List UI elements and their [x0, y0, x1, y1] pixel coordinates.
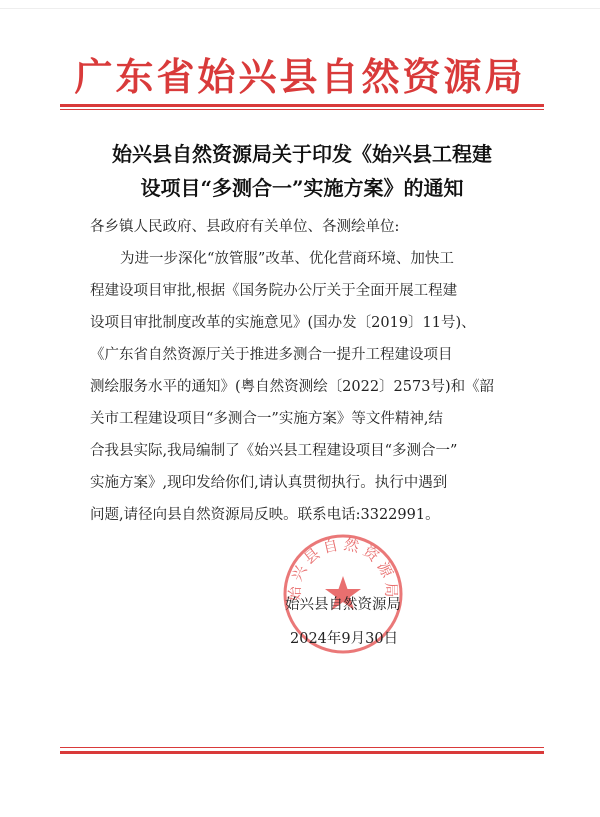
letterhead-org-name: 广东省始兴县自然资源局 — [74, 54, 526, 99]
footer-rule-thick — [60, 751, 544, 754]
footer-rule-thin — [60, 747, 544, 748]
document-title-line-2: 设项目“多测合一”实施方案》的通知 — [140, 176, 464, 200]
body-line-2: 程建设项目审批,根据《国务院办公厅关于全面开展工程建 — [90, 283, 458, 299]
letterhead-rule-thick — [60, 104, 544, 107]
signature-org: 始兴县自然资源局 — [285, 597, 401, 613]
body-line-6: 关市工程建设项目“多测合一”实施方案》等文件精神,结 — [90, 411, 443, 427]
body-line-3: 设项目审批制度改革的实施意见》(国办发〔2019〕11号)、 — [90, 315, 476, 331]
signature-date: 2024年9月30日 — [290, 631, 399, 647]
body-line-5: 测绘服务水平的通知》(粤自然资测绘〔2022〕2573号)和《韶 — [90, 379, 495, 395]
body-line-9: 问题,请径向县自然资源局反映。联系电话:3322991。 — [90, 507, 440, 523]
salutation: 各乡镇人民政府、县政府有关单位、各测绘单位: — [90, 219, 400, 235]
seal-text: 始兴县自然资源局 — [285, 535, 401, 602]
body-line-4: 《广东省自然资源厅关于推进多测合一提升工程建设项目 — [90, 347, 453, 363]
body-line-8: 实施方案》,现印发给你们,请认真贯彻执行。执行中遇到 — [90, 475, 448, 491]
letterhead-rule-thin — [60, 109, 544, 110]
body-line-7: 合我县实际,我局编制了《始兴县工程建设项目“多测合一” — [90, 443, 458, 459]
page-top-edge — [0, 0, 600, 9]
body-line-1: 为进一步深化“放管服”改革、优化营商环境、加快工 — [120, 251, 454, 267]
document-title-line-1: 始兴县自然资源局关于印发《始兴县工程建 — [112, 142, 492, 166]
